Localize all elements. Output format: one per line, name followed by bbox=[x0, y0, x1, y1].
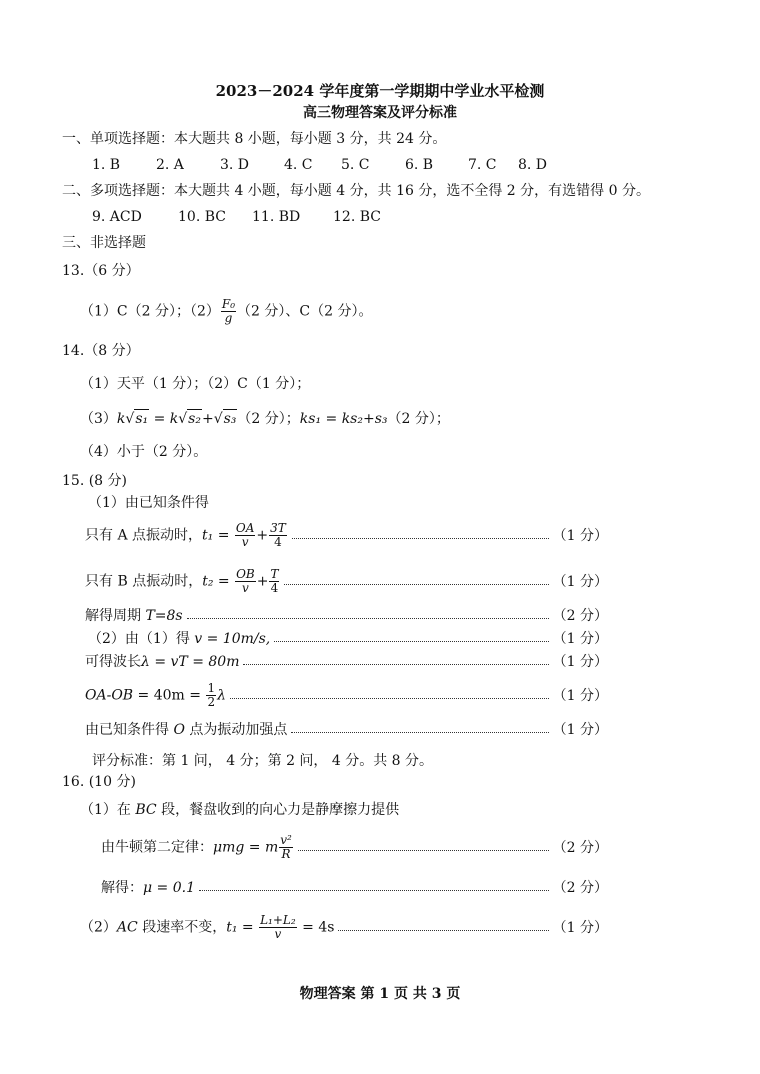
q13-frac-num: F₀ bbox=[221, 297, 236, 311]
q15-r7-points: （1 分） bbox=[552, 722, 608, 738]
q16-r1-frac bbox=[279, 834, 293, 861]
sec1-answer: 8. D bbox=[518, 157, 548, 173]
frac-num: OA bbox=[235, 520, 255, 535]
q14-plus: + bbox=[201, 411, 214, 427]
sqrt-icon: √ bbox=[178, 411, 188, 427]
sqrt-icon: √ bbox=[125, 411, 135, 427]
q14-k2: k bbox=[169, 411, 179, 427]
q15-r1-pre: 只有 A 点振动时， bbox=[85, 527, 203, 543]
q14-points-a: （2 分）； bbox=[237, 411, 300, 427]
q15-r6-points: （1 分） bbox=[552, 688, 608, 704]
frac-num: 1 bbox=[207, 680, 216, 695]
dot-leader bbox=[230, 698, 549, 699]
q15-r6-c: λ bbox=[217, 687, 226, 703]
page-title: 2023－2024 学年度第一学期期中学业水平检测 bbox=[215, 82, 545, 100]
q15-r3-points: （2 分） bbox=[552, 608, 608, 624]
q15-row-7 bbox=[85, 716, 608, 742]
q16-p1-a: （1）在 bbox=[80, 802, 136, 818]
q14-s2: s₂ bbox=[188, 411, 201, 427]
section-3-heading: 三、非选择题 bbox=[62, 235, 146, 251]
q14-k1: k bbox=[116, 411, 126, 427]
q16-r2-points: （2 分） bbox=[552, 880, 608, 896]
q15-r6-b: = 40m = bbox=[133, 687, 206, 703]
q15-r1-t: t₁ = bbox=[202, 527, 234, 543]
q15-r4-a: （2）由（1）得 bbox=[88, 631, 195, 647]
q15-r6-a: OA-OB bbox=[85, 687, 134, 703]
q16-p1-c: 段，餐盘收到的向心力是静摩擦力提供 bbox=[156, 802, 400, 818]
q14-label: 14.（8 分） bbox=[62, 343, 140, 359]
dot-leader bbox=[292, 538, 549, 539]
frac-num: T bbox=[270, 566, 279, 581]
sec2-answer: 11. BD bbox=[252, 209, 301, 225]
q15-r6-label bbox=[85, 682, 226, 709]
q16-r1-b: μmg = m bbox=[213, 839, 279, 855]
page-footer: 物理答案 第 1 页 共 3 页 bbox=[299, 986, 461, 1002]
dot-leader bbox=[284, 584, 548, 585]
plus: + bbox=[256, 527, 269, 543]
plus: + bbox=[256, 573, 269, 589]
q15-r2-label bbox=[85, 568, 280, 595]
q15-r2-points: （1 分） bbox=[552, 574, 608, 590]
sec2-answer: 10. BC bbox=[178, 209, 226, 225]
q15-r5-b: λ = vT = 80m bbox=[141, 654, 240, 670]
q15-r7-label bbox=[85, 719, 287, 739]
dot-leader bbox=[291, 732, 548, 733]
q15-r4-label bbox=[88, 628, 270, 648]
q16-r3-t: t₁ = bbox=[226, 919, 259, 935]
q16-r2-a: 解得： bbox=[101, 880, 143, 896]
q15-r7-c: 点为振动加强点 bbox=[184, 722, 288, 738]
q16-r3-b: AC bbox=[116, 919, 138, 935]
dot-leader bbox=[338, 930, 548, 931]
dot-leader bbox=[274, 641, 548, 642]
q16-part-1 bbox=[80, 801, 399, 819]
q15-r5-label bbox=[85, 651, 239, 671]
q16-r1-label bbox=[101, 834, 294, 861]
frac-den: v bbox=[241, 534, 249, 549]
sec1-answer: 5. C bbox=[341, 157, 370, 173]
sqrt-icon: √ bbox=[213, 411, 223, 427]
q14-s1: s₁ bbox=[135, 411, 149, 427]
q16-row-1 bbox=[101, 832, 608, 862]
q15-r6-frac bbox=[206, 682, 216, 709]
q15-part-1: （1）由已知条件得 bbox=[88, 495, 209, 511]
q14-l2-prefix: （3） bbox=[80, 411, 117, 427]
q15-r1-label bbox=[85, 522, 288, 549]
sec2-answer: 12. BC bbox=[333, 209, 381, 225]
q16-label: 16. (10 分) bbox=[62, 774, 136, 790]
q16-row-3 bbox=[80, 912, 608, 942]
q15-r4-b: v = 10m/s, bbox=[194, 631, 271, 647]
q16-r3-label bbox=[80, 914, 334, 941]
sec1-answer: 1. B bbox=[92, 157, 121, 173]
frac-num: 3T bbox=[270, 520, 286, 535]
q16-p1-b: BC bbox=[135, 802, 157, 818]
page-subtitle: 高三物理答案及评分标准 bbox=[303, 105, 457, 121]
q15-row-6 bbox=[85, 680, 608, 710]
section-2-heading: 二、多项选择题：本大题共 4 小题，每小题 4 分，共 16 分，选不全得 2 分，有选错得 0 分。 bbox=[62, 183, 650, 199]
q15-r5-points: （1 分） bbox=[552, 654, 608, 670]
q15-row-5 bbox=[85, 648, 608, 674]
q16-r1-a: 由牛顿第二定律： bbox=[101, 839, 213, 855]
section-1-heading: 一、单项选择题：本大题共 8 小题，每小题 3 分，共 24 分。 bbox=[62, 131, 447, 147]
q15-r1-points: （1 分） bbox=[552, 528, 608, 544]
q15-r7-b: O bbox=[173, 722, 185, 738]
q16-r1-points: （2 分） bbox=[552, 840, 608, 856]
q14-line-1: （1）天平（1 分）；（2）C（1 分）； bbox=[80, 376, 311, 392]
q15-r3-a: 解得周期 bbox=[85, 608, 146, 624]
dot-leader bbox=[199, 890, 549, 891]
q16-r3-points: （1 分） bbox=[552, 920, 608, 936]
q15-r3-b: T=8s bbox=[145, 608, 183, 624]
q15-r1-frac-1 bbox=[235, 522, 256, 549]
frac-den: 4 bbox=[270, 580, 279, 595]
q15-r2-frac-1 bbox=[235, 568, 256, 595]
q13-fraction bbox=[221, 298, 236, 325]
frac-den: R bbox=[281, 846, 291, 861]
frac-num: v² bbox=[280, 832, 292, 847]
sec1-answer: 7. C bbox=[468, 157, 497, 173]
q15-r3-label bbox=[85, 605, 183, 625]
q13-label: 13.（6 分） bbox=[62, 263, 140, 279]
q15-label: 15. (8 分) bbox=[62, 473, 127, 489]
q14-eq: = bbox=[149, 411, 170, 427]
q15-row-2 bbox=[85, 566, 608, 596]
q15-r2-pre: 只有 B 点振动时， bbox=[85, 573, 203, 589]
frac-den: 2 bbox=[207, 694, 216, 709]
sec2-answer: 9. ACD bbox=[92, 209, 142, 225]
sec1-answer: 2. A bbox=[156, 157, 184, 173]
sec1-answer: 3. D bbox=[220, 157, 250, 173]
q16-row-2 bbox=[101, 874, 608, 900]
frac-num: L₁+L₂ bbox=[260, 912, 296, 927]
q16-r2-label bbox=[101, 877, 195, 897]
q15-r2-t: t₂ = bbox=[202, 573, 235, 589]
q14-line-2 bbox=[80, 409, 450, 428]
frac-num: OB bbox=[236, 566, 255, 581]
q15-r5-a: 可得波长 bbox=[85, 654, 141, 670]
q16-r3-a: （2） bbox=[80, 919, 117, 935]
sec1-answer: 6. B bbox=[405, 157, 434, 173]
frac-den: 4 bbox=[274, 534, 282, 549]
q15-r1-frac-2 bbox=[269, 522, 287, 549]
sec1-answer: 4. C bbox=[284, 157, 313, 173]
q13-frac-den: g bbox=[224, 311, 233, 325]
q13-line-1 bbox=[80, 298, 372, 325]
q15-row-1 bbox=[85, 520, 608, 550]
q15-r2-frac-2 bbox=[269, 568, 279, 595]
q14-relation: ks₁ = ks₂+s₃ bbox=[299, 411, 388, 427]
q16-r2-b: μ = 0.1 bbox=[143, 880, 195, 896]
q14-points-b: （2 分）； bbox=[387, 411, 450, 427]
q16-r3-d: = 4s bbox=[297, 919, 335, 935]
q16-r3-frac bbox=[259, 914, 297, 941]
q15-r7-a: 由已知条件得 bbox=[85, 722, 174, 738]
q13-text-b: （2 分）、C（2 分）。 bbox=[237, 303, 373, 320]
q14-line-3: （4）小于（2 分）。 bbox=[80, 444, 208, 460]
dot-leader bbox=[187, 618, 549, 619]
q13-text-a: （1）C（2 分）；（2） bbox=[80, 303, 220, 320]
frac-den: v bbox=[242, 580, 249, 595]
dot-leader bbox=[298, 850, 549, 851]
frac-den: v bbox=[274, 926, 282, 941]
q14-s3: s₃ bbox=[223, 411, 237, 427]
q16-r3-c: 段速率不变， bbox=[137, 919, 227, 935]
q15-scoring: 评分标准：第 1 问， 4 分；第 2 问， 4 分。共 8 分。 bbox=[92, 753, 434, 769]
q15-r4-points: （1 分） bbox=[552, 631, 608, 647]
dot-leader bbox=[243, 664, 548, 665]
